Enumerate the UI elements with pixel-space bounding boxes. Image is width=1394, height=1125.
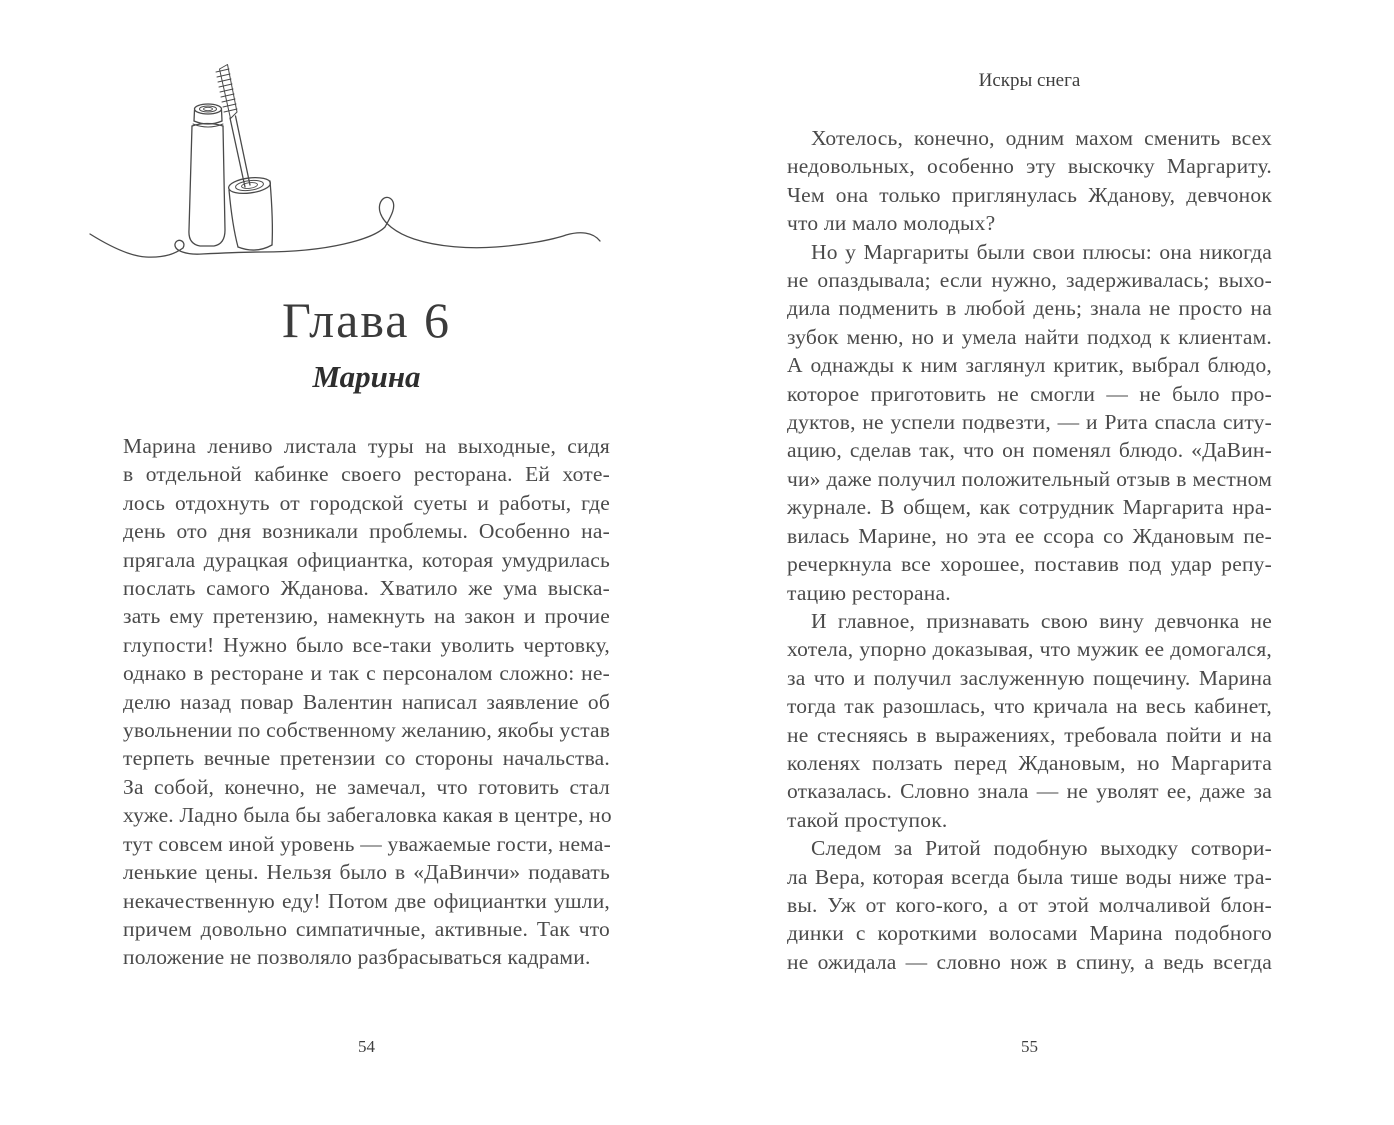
text-line: некачественную еду! Потом две официантки ушли, — [123, 888, 610, 913]
text-line: что ли мало молодых? — [787, 211, 996, 236]
text-line: Хотелось, конечно, одним махом сменить всех — [811, 126, 1272, 150]
text-line: динки с короткими волосами Марина подобного — [787, 921, 1272, 946]
text-line: лось отдохнуть от городской суеты и работы, где — [123, 490, 610, 515]
text-line: отказалась. Словно знала — не уволят ее, даже за — [787, 779, 1272, 804]
text-line: вилась Марине, но эта ее ссора со Ждановым пе- — [787, 523, 1272, 548]
text-line: За собой, конечно, не замечал, что готовить стал — [123, 774, 610, 799]
running-header: Искры снега — [978, 70, 1081, 91]
text-line: хуже. Ладно была бы забегаловка какая в центре, но — [123, 803, 612, 828]
text-line: день ото дня возникали проблемы. Особенно на- — [123, 519, 610, 544]
text-line: такой проступок. — [787, 807, 948, 832]
left-page-text — [123, 432, 610, 972]
right-page-text — [787, 124, 1272, 976]
mascara-illustration — [88, 60, 610, 270]
text-line: чи» даже получил положительный отзыв в местном — [787, 466, 1272, 491]
text-line: за что и получил заслуженную пощечину. Марина — [787, 665, 1272, 690]
text-line: глупости! Нужно было все-таки уволить чертовку, — [123, 632, 610, 657]
text-line: речеркнула все хорошее, поставив под удар репу- — [787, 552, 1272, 577]
text-line: зубок меню, но и умела найти подход к клиентам. — [787, 324, 1272, 349]
text-line: Но у Маргариты были свои плюсы: она никогда — [811, 239, 1272, 264]
text-line: журнале. В общем, как сотрудник Маргарита нра- — [787, 495, 1272, 520]
text-line: делю назад повар Валентин написал заявление об — [123, 689, 610, 714]
text-line: А однажды к ним заглянул критик, выбрал блюдо, — [787, 353, 1272, 378]
text-line: не ожидала — словно нож в спину, а ведь всегда — [787, 949, 1272, 974]
text-line: Следом за Ритой подобную выходку сотвори- — [811, 836, 1272, 861]
text-line: дуктов, не успели подвезти, — и Рита спасла ситу- — [787, 410, 1272, 435]
text-line: увольнении по собственному желанию, якобы устав — [123, 718, 611, 743]
text-line: хотела, упорно доказывая, что мужик ее домогался, — [787, 637, 1272, 662]
mascara-tube-closed-icon — [189, 104, 225, 246]
chapter-label: Глава 6 — [282, 292, 451, 348]
text-line: однако в ресторане и так с персоналом сложно: не- — [123, 661, 610, 686]
chapter-title: Марина — [312, 359, 421, 394]
text-line: ацию, сделав так, что он поменял блюдо. «ДаВин- — [787, 438, 1272, 463]
text-line: дила подменить в любой день; знала не просто на — [787, 296, 1272, 321]
text-line: в отдельной кабинке своего ресторана. Ей хоте- — [123, 462, 610, 487]
text-line: прягала дурацкая официантка, которая умудрилась — [123, 547, 610, 572]
right-page-number: 55 — [1021, 1037, 1038, 1056]
text-line: положение не позволяло разбрасываться кадрами. — [123, 945, 591, 970]
text-line: вы. Уж от кого-кого, а от этой молчаливой блон- — [787, 892, 1272, 917]
text-line: недовольных, особенно эту выскочку Маргариту. — [787, 154, 1272, 179]
decorative-squiggle-line — [90, 197, 600, 257]
text-line: Чем она только приглянулась Жданову, девчонок — [787, 182, 1272, 207]
text-line: не стесняясь в выражениях, требовала пойти и на — [787, 722, 1272, 747]
mascara-container-open-icon — [228, 175, 273, 250]
text-line: коленях ползать перед Ждановым, но Маргарита — [787, 750, 1272, 775]
text-line: причем довольно симпатичные, активные. Так что — [123, 916, 610, 941]
text-line: терпеть вечные претензии со стороны начальства. — [123, 746, 610, 771]
text-line: послать самого Жданова. Хватило же ума выска- — [123, 576, 610, 601]
left-page-number: 54 — [358, 1037, 375, 1056]
text-line: тут совсем иной уровень — уважаемые гости, нема- — [123, 831, 611, 856]
text-line: не опаздывала; если нужно, задерживалась; выхо- — [787, 268, 1272, 293]
text-line: которое приготовить не смогли — не было про- — [787, 381, 1272, 406]
text-line: Марина лениво листала туры на выходные, сидя — [123, 434, 610, 458]
text-line: тацию ресторана. — [787, 580, 951, 605]
text-line: зать ему претензию, намекнуть на закон и прочие — [123, 604, 610, 629]
text-line: ла Вера, которая всегда была тише воды ниже тра- — [787, 864, 1272, 889]
text-line: ленькие цены. Нельзя было в «ДаВинчи» подавать — [123, 860, 610, 885]
text-line: И главное, признавать свою вину девчонка не — [811, 608, 1272, 633]
text-line: тогда так разошлась, что кричала на весь кабинет, — [787, 694, 1272, 719]
